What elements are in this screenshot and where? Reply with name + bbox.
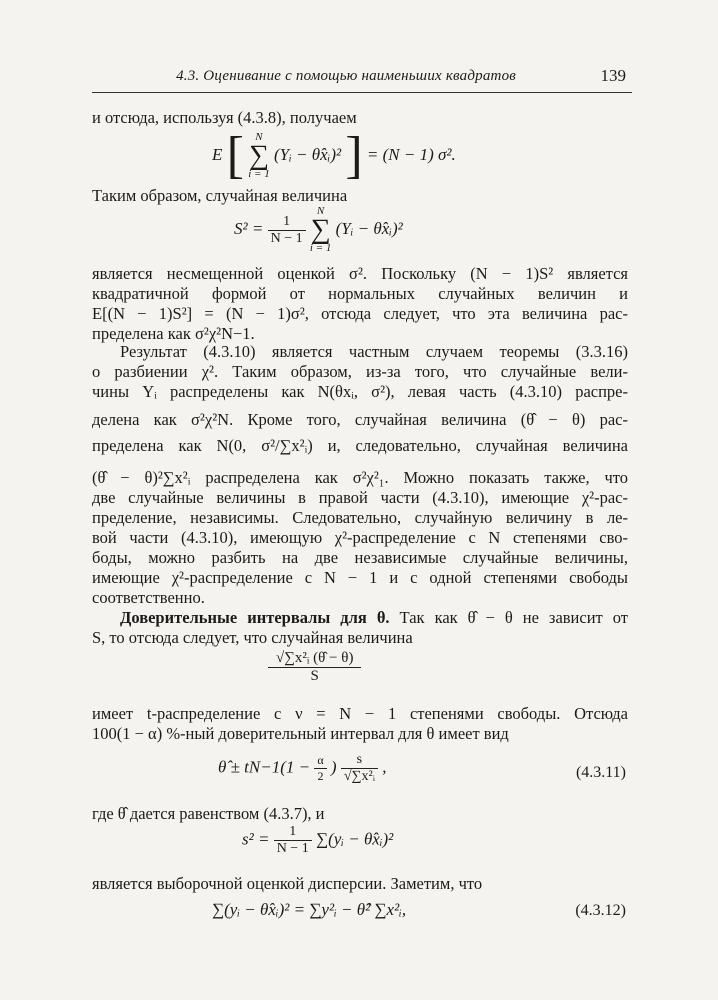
eq3-denominator: S (310, 668, 319, 684)
paragraph-intro: и отсюда, используя (4.3.8), получаем (92, 108, 357, 127)
eq4-mid: ) (330, 757, 337, 777)
p4-line-7: две случайные величины в правой части (4.3.10), имеющие χ²-рас- (92, 488, 628, 507)
section-confidence-intervals (92, 608, 628, 648)
eq1-sum-top: N (255, 131, 263, 143)
p4-line-11: имеющие χ²-распределение с N − 1 и с одной степенями свободы (92, 568, 628, 587)
eq2-numerator: 1 (268, 214, 306, 231)
paragraph-result (92, 342, 628, 608)
eq1-sum-bottom: i = 1 (248, 168, 270, 180)
section-line-2: S, то отсюда следует, что случайная величина (92, 628, 413, 647)
eq5-body: ∑(yᵢ − θ̂xᵢ)² (315, 829, 394, 849)
p5-line-2: 100(1 − α) %-ный доверительный интервал для θ имеет вид (92, 724, 509, 743)
eq2-sum (310, 206, 331, 254)
eq2-denominator: N − 1 (270, 230, 303, 246)
eq5-numerator: 1 (274, 824, 312, 841)
eq1-sum (248, 132, 269, 180)
eq3-numerator: √∑x²ᵢ (θ̂ − θ) (268, 650, 361, 668)
p3-line-2: квадратичной формой от нормальных случайных величин и (92, 284, 628, 303)
eq4-alpha-num: α (314, 753, 326, 769)
p4-line-2: о разбиении χ². Таким образом, из-за того, что случайные вели- (92, 362, 628, 381)
eq4-s-den: √∑x²ᵢ (343, 769, 375, 784)
p4-line-6: (θ̂ − θ)²∑x²ᵢ распределена как σ²χ²₁. Можно показать также, что (92, 468, 628, 487)
eq4-tail: , (382, 757, 387, 777)
equation-expectation (212, 127, 456, 184)
equation-sample-variance (242, 824, 393, 857)
eq2-fraction (268, 214, 306, 247)
eq4-s-num: s (341, 752, 378, 769)
eq2-body: (Yᵢ − θ̂xᵢ)² (335, 218, 403, 238)
eq2-sum-bottom: i = 1 (309, 242, 332, 254)
p4-line-1: Результат (4.3.10) является частным случаем теоремы (3.3.16) (120, 342, 628, 361)
p4-line-4: делена как σ²χ²N. Кроме того, случайная величина (θ̂ − θ) рас- (92, 410, 628, 429)
p4-line-12: соответственно. (92, 588, 205, 607)
equation-number-4-3-12: (4.3.12) (575, 902, 626, 919)
paragraph-t-distribution (92, 704, 628, 744)
eq2-lhs: S² = (234, 218, 264, 238)
eq4-left: θ̂ ± tN−1(1 − (218, 757, 311, 777)
p4-line-9: вой части (4.3.10), имеющую χ²-распределение с N степенями сво- (92, 528, 628, 547)
eq1-expectation-symbol: E (212, 144, 223, 164)
eq1-right-bracket: ] (345, 127, 363, 184)
equation-sum-identity: ∑(yᵢ − θ̂xᵢ)² = ∑y²ᵢ − θ̂² ∑x²ᵢ, (212, 900, 407, 919)
paragraph-thus: Таким образом, случайная величина (92, 186, 348, 205)
eq4-alpha-fraction (314, 753, 326, 784)
page-number: 139 (600, 66, 626, 85)
p4-line-5: пределена как N(0, σ²/∑x²ᵢ) и, следовательно, случайная величина (92, 436, 628, 455)
eq1-sigma: ∑ (248, 140, 269, 171)
eq2-sum-top: N (316, 205, 325, 217)
eq5-lhs: s² = (242, 829, 270, 849)
p3-line-4: пределена как σ²χ²N−1. (92, 324, 255, 343)
section-title: Доверительные интервалы для θ. (120, 608, 390, 627)
eq4-s-fraction (341, 752, 378, 785)
eq3-fraction (268, 650, 361, 685)
p3-line-1: является несмещенной оценкой σ². Поскольку (N − 1)S² является (92, 264, 628, 283)
eq5-denominator: N − 1 (276, 841, 309, 856)
equation-t-statistic (268, 650, 361, 685)
equation-number-4-3-11: (4.3.11) (575, 764, 626, 781)
equation-confidence-interval (218, 752, 386, 785)
eq1-body: (Yᵢ − θ̂xᵢ)² (273, 144, 342, 164)
section-line-1 (92, 608, 628, 628)
p4-line-10: боды, можно разбить на две независимые случайные величины, (92, 548, 628, 567)
p4-line-3: чины Yᵢ распределены как N(θxᵢ, σ²), левая часть (4.3.10) распре- (92, 382, 628, 401)
running-header (92, 64, 632, 93)
paragraph-unbiased (92, 264, 628, 344)
eq5-fraction (274, 824, 312, 857)
eq4-alpha-den: 2 (317, 769, 324, 783)
p5-line-1: имеет t-распределение с ν = N − 1 степенями свободы. Отсюда (92, 704, 628, 723)
section-line-1-text: Так как θ̂ − θ не зависит от (389, 608, 628, 627)
p4-line-8: пределение, независимы. Следовательно, случайную величину в ле- (92, 508, 628, 527)
running-title: 4.3. Оценивание с помощью наименьших квадратов (176, 68, 516, 84)
p3-line-3: E[(N − 1)S²] = (N − 1)σ², отсюда следует, что эта величина рас- (92, 304, 628, 323)
eq2-sigma: ∑ (310, 214, 331, 245)
eq1-left-bracket: [ (226, 127, 244, 184)
paragraph-note: является выборочной оценкой дисперсии. Заметим, что (92, 874, 483, 893)
paragraph-where: где θ̂ дается равенством (4.3.7), и (92, 804, 325, 823)
eq1-rhs: = (N − 1) σ². (366, 144, 456, 164)
equation-s-squared (234, 206, 403, 254)
